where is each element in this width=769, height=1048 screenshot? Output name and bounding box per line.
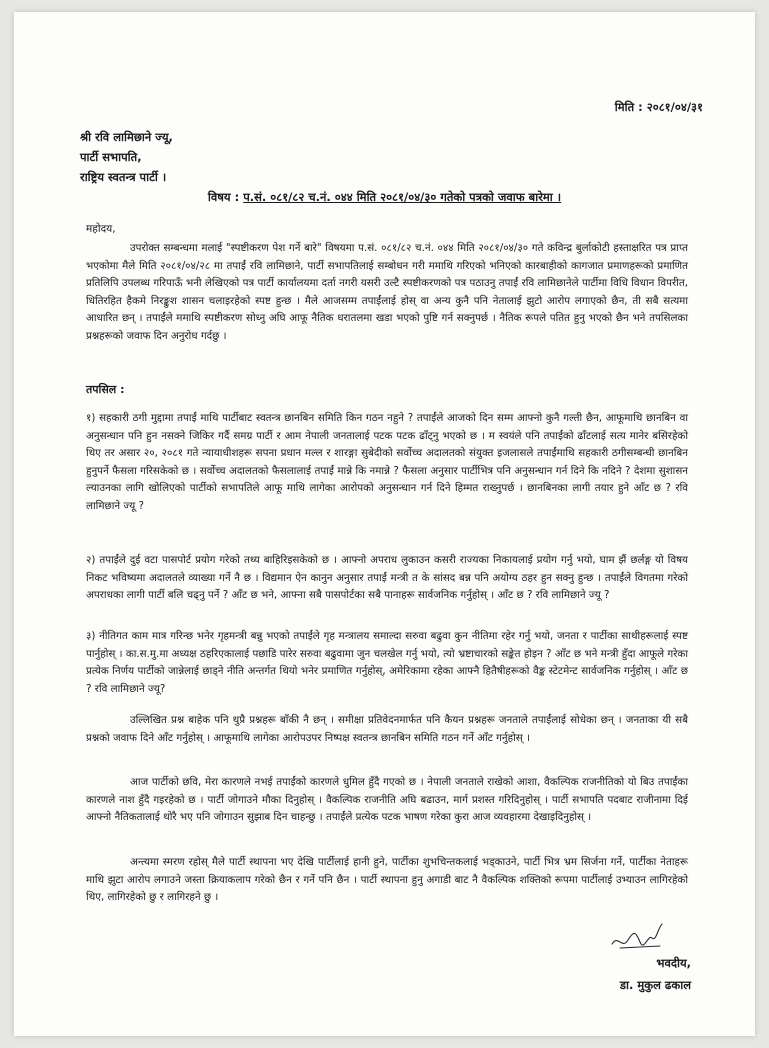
handwritten-signature xyxy=(608,914,668,960)
letter-date: मिति : २०८१/०४/३१ xyxy=(614,100,703,114)
addressee-name: श्री रवि लामिछाने ज्यू, xyxy=(80,130,173,144)
question-item-1: १) सहकारी ठगी मुद्दामा तपाईं माथि पार्टीबाट स्वतन्त्र छानबिन समिति किन गठन नहुने ? तपाईंले आजको दिन सम्म आफ्नो कुनै गल्ती छैन, आफूमाथि छानबिन वा अनुसन्धान पनि हुन नसक्ने जिकिर गर्दै समग्र पार्टी र आम नेपाली जनतालाई पटक पटक ढाँट्नु भएको छ । म स्वयंले पनि तपाईंको ढाँटलाई सत्य मानेर बसिरहेको थिए तर असार २०, २०८१ गते न्यायाधीशहरू सपना प्रधान मल्ल र शारङ्गा सुबेदीको सर्वोच्च अदालतको संयुक्त इजलासले तपाईंमाथि सहकारी ठगीसम्बन्धी छानबिन हुनुपर्ने फैसला गरिसकेको छ । सर्वोच्च अदालतको फैसलालाई तपाईं मान्ने कि नमान्ने ? फैसला अनुसार पार्टीभित्र पनि अनुसन्धान गर्न दिने कि नदिने ? देशमा सुशासन ल्याउनका लागि खोलिएको पार्टीको सभापतिले आफू माथि लागेका आरोपको अनुसन्धान गर्न दिने हिम्मत राख्नुपर्छ । छानबिनका लागी तयार हुने आँट छ ? रवि लामिछाने ज्यू ? xyxy=(86,412,688,512)
subject-line xyxy=(14,190,755,205)
letter-page xyxy=(14,12,755,1036)
signer-name: डा. मुकुल ढकाल xyxy=(619,978,691,992)
body-paragraph-1: उल्लिखित प्रश्न बाहेक पनि थुप्रै प्रश्नहरू बाँकी नै छन् । समीक्षा प्रतिवेदनमार्फत पनि कैयन प्रश्नहरू जनताले तपाईंलाई सोधेका छन् । जनताका यी सबै प्रश्नको जवाफ दिने आँट गर्नुहोस् । आफूमाथि लागेका आरोपउपर निष्पक्ष स्वतन्त्र छानबिन समिति गठन गर्ने आँट गर्नुहोस् । xyxy=(86,714,688,744)
salutation: महोदय, xyxy=(86,223,116,235)
addressee-organization: राष्ट्रिय स्वतन्त्र पार्टी । xyxy=(80,170,167,184)
closing-phrase: भवदीय, xyxy=(656,956,691,970)
subject-text: प.सं. ०८१/८२ च.नं. ०४४ मिति २०८१/०४/३० गतेको पत्रको जवाफ बारेमा । xyxy=(243,190,562,204)
addressee-block xyxy=(80,127,173,187)
body-paragraph-3: अन्त्यमा स्मरण रहोस् मैले पार्टी स्थापना भए देखि पार्टीलाई हानी हुने, पार्टीका शुभचिन्तकलाई भड्काउने, पार्टी भित्र भ्रम सिर्जना गर्ने, पार्टीका नेताहरू माथि झुटा आरोप लगाउने जस्ता क्रियाकलाप गरेको छैन र गर्ने पनि छैन । पार्टी स्थापना हुनु अगाडी बाट नै वैकल्पिक शक्तिको रूपमा पार्टीलाई उभ्याउन लागिरहेको थिए, लागिरहेको छु र लागिरहने छु । xyxy=(86,856,688,903)
tapasil-heading: तपसिल : xyxy=(86,383,125,396)
intro-paragraph: उपरोक्त सम्बन्धमा मलाई "स्पष्टीकरण पेश गर्ने बारे" विषयमा प.सं. ०८१/८२ च.नं. ०४४ मिति २०८१/०४/३० गते कविन्द्र बुर्लाकोटी हस्ताक्षरित पत्र प्राप्त भएकोमा मैले मिति २०८१/०४/२८ मा तपाईं रवि लामिछाने, पार्टी सभापतिलाई सम्बोधन गरी ममाथि गरिएको भनिएको कारबाहीको कागजात प्रमाणहरूको प्रमाणित प्रतिलिपि उपलब्ध गरिपाऊँ भनी लेखिएको पत्र पार्टी कार्यालयमा दर्ता नगरी यसरी उल्टै स्पष्टीकरणको पत्र पठाउनु तपाईं रवि लामिछानेले पार्टीमा विधि विधान विपरीत, धितिरहित हैकमे निरङ्कुश शासन चलाइरहेको स्पष्ट हुन्छ । मैले आजसम्म तपाईंलाई होस् वा अन्य कुनै पनि नेतालाई झुटो आरोप लगाएको छैन, ती सबै सत्यमा आधारित छन् । तपाईंले ममाथि स्पष्टीकरण सोध्नु अघि आफू नैतिक धरातलमा खडा भएको पुष्टि गर्न सक्नुपर्छ । नैतिक रूपले पतित हुनु भएको छैन भने तपसिलका प्रश्नहरूको जवाफ दिन अनुरोध गर्दछु । xyxy=(86,242,688,342)
body-paragraph-2: आज पार्टीको छवि, मेरा कारणले नभई तपाईंको कारणले धुमिल हुँदै गएको छ । नेपाली जनताले राखेको आशा, वैकल्पिक राजनीतिको यो बिउ तपाईंका कारणले नाश हुँदै गइरहेको छ । पार्टी जोगाउने मौका दिनुहोस् । वैकल्पिक राजनीति अघि बढाउन, मार्ग प्रशस्त गरिदिनुहोस् । पार्टी सभापति पदबाट राजीनामा दिई आफ्नो नैतिकतालाई थोरै भए पनि जोगाउन सुझाब दिन चाहन्छु । तपाईंले प्रत्येक पटक भाषण गरेका कुरा आज व्यवहारमा देखाइदिनुहोस् । xyxy=(86,776,688,823)
question-item-3: ३) नीतिगत काम मात्र गरिन्छ भनेर गृहमन्त्री बन्नु भएको तपाईंले गृह मन्त्रालय समाल्दा सरुवा बढुवा कुन नीतिमा रहेर गर्नु भयो, जनता र पार्टीका साथीहरूलाई स्पष्ट पार्नुहोस् । का.स.मु.मा अध्यक्ष ठहरिएकालाई पछाडि पारेर सरुवा बढुवामा जुन चलखेल गर्नु भयो, त्यो भ्रष्टाचारको सङ्केत होइन ? आँट छ भने मन्त्री हुँदा आफूले गरेका प्रत्येक निर्णय पार्टीको जान्नेलाई छाड्ने नीति अन्तर्गत थियो भनेर प्रमाणित गर्नुहोस्, अमेरिकामा रहेका आफ्नै हितैषीहरूको वैङ्क स्टेटमेन्ट सार्वजनिक गर्नुहोस् । आँट छ ? रवि लामिछाने ज्यू? xyxy=(86,630,688,695)
question-item-2: २) तपाईंले दुई वटा पासपोर्ट प्रयोग गरेको तथ्य बाहिरिइसकेको छ । आफ्नो अपराध लुकाउन कसरी राज्यका निकायलाई प्रयोग गर्नु भयो, घाम झैं छर्लङ्ग यो विषय निकट भविष्यमा अदालतले व्याख्या गर्ने नै छ । विद्यमान ऐन कानुन अनुसार तपाईं मन्त्री त के सांसद बन्न पनि अयोग्य ठहर हुन सक्नु हुन्छ । तपाईंले विगतमा गरेको अपराधका लागी पार्टी बलि चढ्नु पर्ने ? आँट छ भने, आफ्ना सबै पासपोर्टका सबै पानाहरू सार्वजनिक गर्नुहोस् । आँट छ ? रवि लामिछाने ज्यू ? xyxy=(86,554,688,601)
subject-label: विषय : xyxy=(207,190,240,204)
addressee-title: पार्टी सभापति, xyxy=(80,150,142,164)
